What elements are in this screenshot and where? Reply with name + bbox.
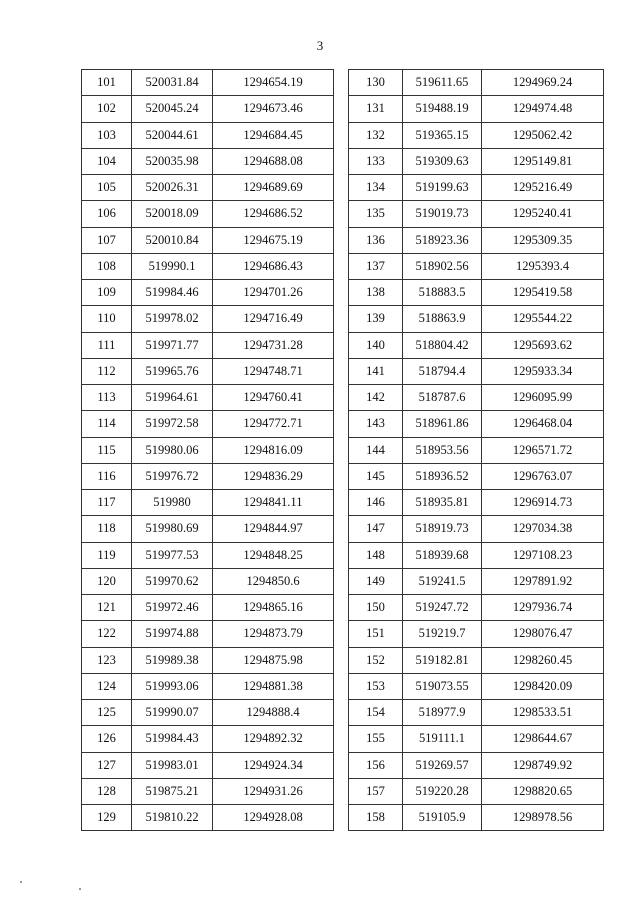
- y-coordinate-cell: 1296914.73: [482, 490, 604, 516]
- point-number-cell: 136: [349, 227, 403, 253]
- x-coordinate-cell: 518787.6: [403, 385, 482, 411]
- point-number-cell: 123: [82, 647, 132, 673]
- y-coordinate-cell: 1296468.04: [482, 411, 604, 437]
- table-row: [349, 96, 604, 122]
- table-row: [349, 253, 604, 279]
- y-coordinate-cell: 1298820.65: [482, 778, 604, 804]
- y-coordinate-cell: 1294848.25: [213, 542, 334, 568]
- point-number-cell: 115: [82, 437, 132, 463]
- x-coordinate-cell: 518953.56: [403, 437, 482, 463]
- x-coordinate-cell: 519073.55: [403, 673, 482, 699]
- point-number-cell: 152: [349, 647, 403, 673]
- table-row: [349, 358, 604, 384]
- point-number-cell: 128: [82, 778, 132, 804]
- point-number-cell: 148: [349, 542, 403, 568]
- x-coordinate-cell: 519980.06: [132, 437, 213, 463]
- x-coordinate-cell: 519971.77: [132, 332, 213, 358]
- x-coordinate-cell: 519980: [132, 490, 213, 516]
- x-coordinate-cell: 519990.1: [132, 253, 213, 279]
- x-coordinate-cell: 519241.5: [403, 568, 482, 594]
- y-coordinate-cell: 1294928.08: [213, 805, 334, 831]
- table-row: [349, 516, 604, 542]
- table-row: [82, 385, 334, 411]
- table-row: [82, 542, 334, 568]
- table-row: [349, 568, 604, 594]
- y-coordinate-cell: 1294969.24: [482, 70, 604, 96]
- x-coordinate-cell: 519974.88: [132, 621, 213, 647]
- table-row: [349, 70, 604, 96]
- coordinate-table-left: [81, 69, 334, 831]
- table-row: [82, 122, 334, 148]
- table-row: [82, 647, 334, 673]
- point-number-cell: 129: [82, 805, 132, 831]
- x-coordinate-cell: 518919.73: [403, 516, 482, 542]
- table-row: [82, 201, 334, 227]
- point-number-cell: 118: [82, 516, 132, 542]
- x-coordinate-cell: 519976.72: [132, 463, 213, 489]
- table-row: [349, 437, 604, 463]
- y-coordinate-cell: 1298076.47: [482, 621, 604, 647]
- x-coordinate-cell: 518935.81: [403, 490, 482, 516]
- x-coordinate-cell: 519220.28: [403, 778, 482, 804]
- y-coordinate-cell: 1298644.67: [482, 726, 604, 752]
- y-coordinate-cell: 1294684.45: [213, 122, 334, 148]
- x-coordinate-cell: 519970.62: [132, 568, 213, 594]
- x-coordinate-cell: 519199.63: [403, 175, 482, 201]
- x-coordinate-cell: 518923.36: [403, 227, 482, 253]
- x-coordinate-cell: 520035.98: [132, 148, 213, 174]
- point-number-cell: 124: [82, 673, 132, 699]
- table-row: [82, 752, 334, 778]
- scan-speck: [20, 881, 22, 883]
- x-coordinate-cell: 519980.69: [132, 516, 213, 542]
- y-coordinate-cell: 1296763.07: [482, 463, 604, 489]
- table-row: [82, 805, 334, 831]
- y-coordinate-cell: 1294881.38: [213, 673, 334, 699]
- table-row: [349, 463, 604, 489]
- y-coordinate-cell: 1297034.38: [482, 516, 604, 542]
- point-number-cell: 141: [349, 358, 403, 384]
- table-row: [349, 227, 604, 253]
- point-number-cell: 126: [82, 726, 132, 752]
- y-coordinate-cell: 1295216.49: [482, 175, 604, 201]
- x-coordinate-cell: 519019.73: [403, 201, 482, 227]
- point-number-cell: 142: [349, 385, 403, 411]
- point-number-cell: 119: [82, 542, 132, 568]
- table-row: [349, 700, 604, 726]
- y-coordinate-cell: 1298978.56: [482, 805, 604, 831]
- point-number-cell: 138: [349, 280, 403, 306]
- point-number-cell: 111: [82, 332, 132, 358]
- y-coordinate-cell: 1294892.32: [213, 726, 334, 752]
- table-row: [349, 673, 604, 699]
- y-coordinate-cell: 1294873.79: [213, 621, 334, 647]
- x-coordinate-cell: 520031.84: [132, 70, 213, 96]
- x-coordinate-cell: 520044.61: [132, 122, 213, 148]
- x-coordinate-cell: 519993.06: [132, 673, 213, 699]
- coordinate-table-right-body: [349, 70, 604, 831]
- point-number-cell: 154: [349, 700, 403, 726]
- coordinate-table-left-body: [82, 70, 334, 831]
- point-number-cell: 134: [349, 175, 403, 201]
- x-coordinate-cell: 518804.42: [403, 332, 482, 358]
- y-coordinate-cell: 1298533.51: [482, 700, 604, 726]
- point-number-cell: 137: [349, 253, 403, 279]
- table-row: [82, 332, 334, 358]
- y-coordinate-cell: 1295149.81: [482, 148, 604, 174]
- table-row: [349, 542, 604, 568]
- x-coordinate-cell: 519984.46: [132, 280, 213, 306]
- x-coordinate-cell: 519488.19: [403, 96, 482, 122]
- coordinate-table-right: [348, 69, 604, 831]
- x-coordinate-cell: 519810.22: [132, 805, 213, 831]
- point-number-cell: 114: [82, 411, 132, 437]
- point-number-cell: 151: [349, 621, 403, 647]
- point-number-cell: 149: [349, 568, 403, 594]
- table-row: [349, 306, 604, 332]
- x-coordinate-cell: 519111.1: [403, 726, 482, 752]
- point-number-cell: 155: [349, 726, 403, 752]
- y-coordinate-cell: 1294888.4: [213, 700, 334, 726]
- x-coordinate-cell: 519219.7: [403, 621, 482, 647]
- y-coordinate-cell: 1295544.22: [482, 306, 604, 332]
- y-coordinate-cell: 1294844.97: [213, 516, 334, 542]
- table-row: [349, 175, 604, 201]
- y-coordinate-cell: 1294701.26: [213, 280, 334, 306]
- y-coordinate-cell: 1298260.45: [482, 647, 604, 673]
- y-coordinate-cell: 1294686.52: [213, 201, 334, 227]
- table-row: [349, 148, 604, 174]
- y-coordinate-cell: 1294772.71: [213, 411, 334, 437]
- x-coordinate-cell: 519972.46: [132, 595, 213, 621]
- point-number-cell: 109: [82, 280, 132, 306]
- x-coordinate-cell: 520018.09: [132, 201, 213, 227]
- point-number-cell: 121: [82, 595, 132, 621]
- x-coordinate-cell: 518977.9: [403, 700, 482, 726]
- x-coordinate-cell: 518902.56: [403, 253, 482, 279]
- y-coordinate-cell: 1296571.72: [482, 437, 604, 463]
- table-row: [82, 411, 334, 437]
- y-coordinate-cell: 1295393.4: [482, 253, 604, 279]
- point-number-cell: 108: [82, 253, 132, 279]
- y-coordinate-cell: 1297108.23: [482, 542, 604, 568]
- x-coordinate-cell: 519978.02: [132, 306, 213, 332]
- table-row: [82, 175, 334, 201]
- table-row: [82, 437, 334, 463]
- x-coordinate-cell: 519365.15: [403, 122, 482, 148]
- x-coordinate-cell: 519247.72: [403, 595, 482, 621]
- y-coordinate-cell: 1298420.09: [482, 673, 604, 699]
- x-coordinate-cell: 519990.07: [132, 700, 213, 726]
- point-number-cell: 117: [82, 490, 132, 516]
- x-coordinate-cell: 519105.9: [403, 805, 482, 831]
- point-number-cell: 156: [349, 752, 403, 778]
- point-number-cell: 131: [349, 96, 403, 122]
- x-coordinate-cell: 519269.57: [403, 752, 482, 778]
- table-row: [82, 673, 334, 699]
- y-coordinate-cell: 1294654.19: [213, 70, 334, 96]
- y-coordinate-cell: 1297891.92: [482, 568, 604, 594]
- y-coordinate-cell: 1294689.69: [213, 175, 334, 201]
- table-row: [349, 726, 604, 752]
- y-coordinate-cell: 1297936.74: [482, 595, 604, 621]
- y-coordinate-cell: 1294836.29: [213, 463, 334, 489]
- x-coordinate-cell: 519309.63: [403, 148, 482, 174]
- y-coordinate-cell: 1294924.34: [213, 752, 334, 778]
- y-coordinate-cell: 1294850.6: [213, 568, 334, 594]
- y-coordinate-cell: 1295933.34: [482, 358, 604, 384]
- point-number-cell: 158: [349, 805, 403, 831]
- x-coordinate-cell: 519611.65: [403, 70, 482, 96]
- table-row: [82, 306, 334, 332]
- table-row: [82, 70, 334, 96]
- x-coordinate-cell: 518939.68: [403, 542, 482, 568]
- point-number-cell: 105: [82, 175, 132, 201]
- point-number-cell: 143: [349, 411, 403, 437]
- y-coordinate-cell: 1294974.48: [482, 96, 604, 122]
- x-coordinate-cell: 520010.84: [132, 227, 213, 253]
- point-number-cell: 139: [349, 306, 403, 332]
- point-number-cell: 101: [82, 70, 132, 96]
- x-coordinate-cell: 518961.86: [403, 411, 482, 437]
- y-coordinate-cell: 1295309.35: [482, 227, 604, 253]
- point-number-cell: 132: [349, 122, 403, 148]
- table-row: [349, 490, 604, 516]
- point-number-cell: 135: [349, 201, 403, 227]
- x-coordinate-cell: 519977.53: [132, 542, 213, 568]
- table-row: [349, 805, 604, 831]
- table-row: [82, 358, 334, 384]
- table-row: [349, 122, 604, 148]
- point-number-cell: 120: [82, 568, 132, 594]
- table-row: [82, 778, 334, 804]
- x-coordinate-cell: 519984.43: [132, 726, 213, 752]
- x-coordinate-cell: 519989.38: [132, 647, 213, 673]
- table-row: [349, 752, 604, 778]
- table-row: [82, 463, 334, 489]
- x-coordinate-cell: 519983.01: [132, 752, 213, 778]
- y-coordinate-cell: 1294731.28: [213, 332, 334, 358]
- y-coordinate-cell: 1295419.58: [482, 280, 604, 306]
- x-coordinate-cell: 520026.31: [132, 175, 213, 201]
- table-row: [82, 227, 334, 253]
- x-coordinate-cell: 519182.81: [403, 647, 482, 673]
- point-number-cell: 107: [82, 227, 132, 253]
- x-coordinate-cell: 519972.58: [132, 411, 213, 437]
- table-row: [82, 621, 334, 647]
- table-row: [349, 595, 604, 621]
- table-row: [82, 568, 334, 594]
- table-row: [349, 201, 604, 227]
- table-row: [82, 148, 334, 174]
- table-row: [82, 96, 334, 122]
- table-row: [349, 280, 604, 306]
- point-number-cell: 145: [349, 463, 403, 489]
- point-number-cell: 140: [349, 332, 403, 358]
- point-number-cell: 144: [349, 437, 403, 463]
- point-number-cell: 122: [82, 621, 132, 647]
- x-coordinate-cell: 518936.52: [403, 463, 482, 489]
- point-number-cell: 150: [349, 595, 403, 621]
- point-number-cell: 104: [82, 148, 132, 174]
- table-row: [82, 280, 334, 306]
- y-coordinate-cell: 1294688.08: [213, 148, 334, 174]
- table-row: [349, 385, 604, 411]
- table-row: [349, 411, 604, 437]
- table-row: [82, 253, 334, 279]
- table-row: [82, 700, 334, 726]
- table-row: [82, 726, 334, 752]
- table-row: [349, 647, 604, 673]
- table-row: [82, 490, 334, 516]
- x-coordinate-cell: 518863.9: [403, 306, 482, 332]
- y-coordinate-cell: 1298749.92: [482, 752, 604, 778]
- point-number-cell: 157: [349, 778, 403, 804]
- point-number-cell: 127: [82, 752, 132, 778]
- table-row: [82, 516, 334, 542]
- point-number-cell: 106: [82, 201, 132, 227]
- scan-speck: [79, 888, 81, 890]
- x-coordinate-cell: 520045.24: [132, 96, 213, 122]
- point-number-cell: 125: [82, 700, 132, 726]
- point-number-cell: 110: [82, 306, 132, 332]
- y-coordinate-cell: 1294760.41: [213, 385, 334, 411]
- table-row: [349, 778, 604, 804]
- y-coordinate-cell: 1294931.26: [213, 778, 334, 804]
- point-number-cell: 153: [349, 673, 403, 699]
- y-coordinate-cell: 1295693.62: [482, 332, 604, 358]
- x-coordinate-cell: 518794.4: [403, 358, 482, 384]
- point-number-cell: 147: [349, 516, 403, 542]
- table-row: [349, 332, 604, 358]
- x-coordinate-cell: 518883.5: [403, 280, 482, 306]
- point-number-cell: 103: [82, 122, 132, 148]
- y-coordinate-cell: 1294716.49: [213, 306, 334, 332]
- point-number-cell: 116: [82, 463, 132, 489]
- x-coordinate-cell: 519964.61: [132, 385, 213, 411]
- point-number-cell: 113: [82, 385, 132, 411]
- point-number-cell: 146: [349, 490, 403, 516]
- x-coordinate-cell: 519875.21: [132, 778, 213, 804]
- page-number: 3: [316, 38, 324, 53]
- y-coordinate-cell: 1294673.46: [213, 96, 334, 122]
- y-coordinate-cell: 1295062.42: [482, 122, 604, 148]
- point-number-cell: 130: [349, 70, 403, 96]
- point-number-cell: 112: [82, 358, 132, 384]
- y-coordinate-cell: 1294865.16: [213, 595, 334, 621]
- y-coordinate-cell: 1294816.09: [213, 437, 334, 463]
- y-coordinate-cell: 1294875.98: [213, 647, 334, 673]
- y-coordinate-cell: 1294686.43: [213, 253, 334, 279]
- y-coordinate-cell: 1294675.19: [213, 227, 334, 253]
- point-number-cell: 133: [349, 148, 403, 174]
- y-coordinate-cell: 1296095.99: [482, 385, 604, 411]
- y-coordinate-cell: 1295240.41: [482, 201, 604, 227]
- point-number-cell: 102: [82, 96, 132, 122]
- table-row: [349, 621, 604, 647]
- x-coordinate-cell: 519965.76: [132, 358, 213, 384]
- y-coordinate-cell: 1294841.11: [213, 490, 334, 516]
- table-row: [82, 595, 334, 621]
- y-coordinate-cell: 1294748.71: [213, 358, 334, 384]
